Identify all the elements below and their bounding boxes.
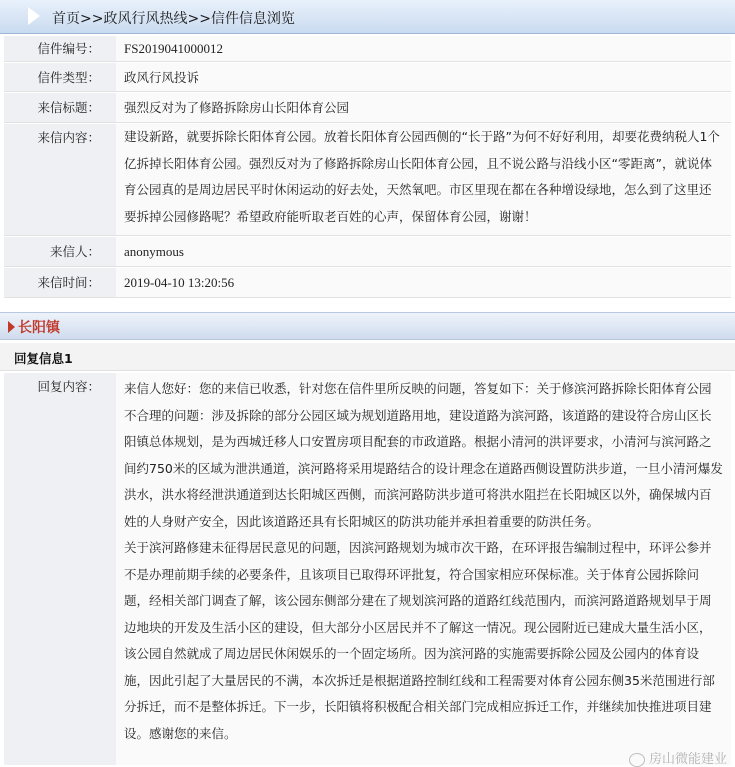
row-letter-type xyxy=(4,63,731,92)
triangle-right-icon xyxy=(8,321,15,333)
sender-label: 来信人： xyxy=(4,237,116,266)
reply-paragraph: 来信人您好：您的来信已收悉，针对您在信件里所反映的问题，答复如下：关于修滨河路拆除长阳体育公园不合理的问题：涉及拆除的部分公园区域为规划道路用地，建设道路为滨河路，该道路的建设符合房山区长阳镇总体规划，是为西城迁移人口安置房项目配套的市政道路。根据小清河的洪评要求，小清河与滨河路之间约750米的区域为泄洪通道，滨河路将采用堤路结合的设计理念在道路西侧设置防洪步道，一旦小清河爆发洪水，洪水将经泄洪通道到达长阳城区西侧，而滨河路防洪步道可将洪水阻拦在长阳城区以外，确保城内百姓的人身财产安全，因此该道路还具有长阳城区的防洪功能并承担着重要的防洪任务。 xyxy=(124,381,723,529)
reply-header-label: 回复信息1 xyxy=(14,351,73,366)
letter-type-label: 信件类型： xyxy=(4,63,116,91)
letter-id-value: FS2019041000012 xyxy=(116,36,731,61)
reply-row xyxy=(4,373,731,765)
row-letter-id xyxy=(4,36,731,62)
reply-content xyxy=(116,373,731,765)
letter-time-value: 2019-04-10 13:20:56 xyxy=(116,268,731,297)
letter-id-label: 信件编号： xyxy=(4,36,116,61)
letter-title-label: 来信标题： xyxy=(4,93,116,122)
wechat-icon xyxy=(629,753,645,767)
watermark-text: 房山微能建业 xyxy=(648,752,727,767)
reply-content-label: 回复内容： xyxy=(4,373,116,765)
watermark xyxy=(629,748,727,767)
breadcrumb-bar xyxy=(0,0,735,34)
sender-value: anonymous xyxy=(116,237,731,266)
letter-content-value: 建设新路，就要拆除长阳体育公园。放着长阳体育公园西侧的“长于路”为何不好好利用，却要花费纳税人1个亿拆掉长阳体育公园。强烈反对为了修路拆除房山长阳体育公园，且不说公路与沿线小区“零距离”，就说体育公园真的是周边居民平时休闲运动的好去处，天然氧吧。市区里现在都在各种增设绿地，怎么到了这里还要拆掉公园修路呢？希望政府能听取老百姓的心声，保留体育公园，谢谢！ xyxy=(116,124,731,235)
letter-time-label: 来信时间： xyxy=(4,268,116,297)
reply-paragraph: 关于滨河路修建未征得居民意见的问题，因滨河路规划为城市次干路，在环评报告编制过程中，环评公参并不是办理前期手续的必要条件，且该项目已取得环评批复，符合国家相应环保标准。关于体育公园拆除问题，经相关部门调查了解，该公园东侧部分建在了规划滨河路的道路红线范围内，而滨河路道路规划早于周边地块的开发及生活小区的建设，但大部分小区居民并不了解这一情况。现公园附近已建成大量生活小区，该公园自然就成了周边居民休闲娱乐的一个固定场所。因为滨河路的实施需要拆除公园及公园内的体育设施，因此引起了大量居民的不满，本次拆迁是根据道路控制红线和工程需要对体育公园东侧35米范围进行部分拆迁，而不是整体拆迁。下一步，长阳镇将积极配合相关部门完成相应拆迁工作，并继续加快推进项目建设。感谢您的来信。 xyxy=(124,540,715,741)
reply-header xyxy=(0,343,735,371)
letter-title-value: 强烈反对为了修路拆除房山长阳体育公园 xyxy=(116,93,731,122)
letter-type-value: 政风行风投诉 xyxy=(116,63,731,91)
letter-content-label: 来信内容： xyxy=(4,124,116,235)
row-letter-content xyxy=(4,124,731,236)
arrow-right-icon xyxy=(28,7,40,25)
row-letter-time xyxy=(4,268,731,298)
breadcrumb[interactable]: 首页>>政风行风热线>>信件信息浏览 xyxy=(52,11,295,27)
section-title: 长阳镇 xyxy=(18,320,60,336)
row-sender xyxy=(4,237,731,267)
section-bar xyxy=(0,312,735,340)
row-letter-title xyxy=(4,93,731,123)
